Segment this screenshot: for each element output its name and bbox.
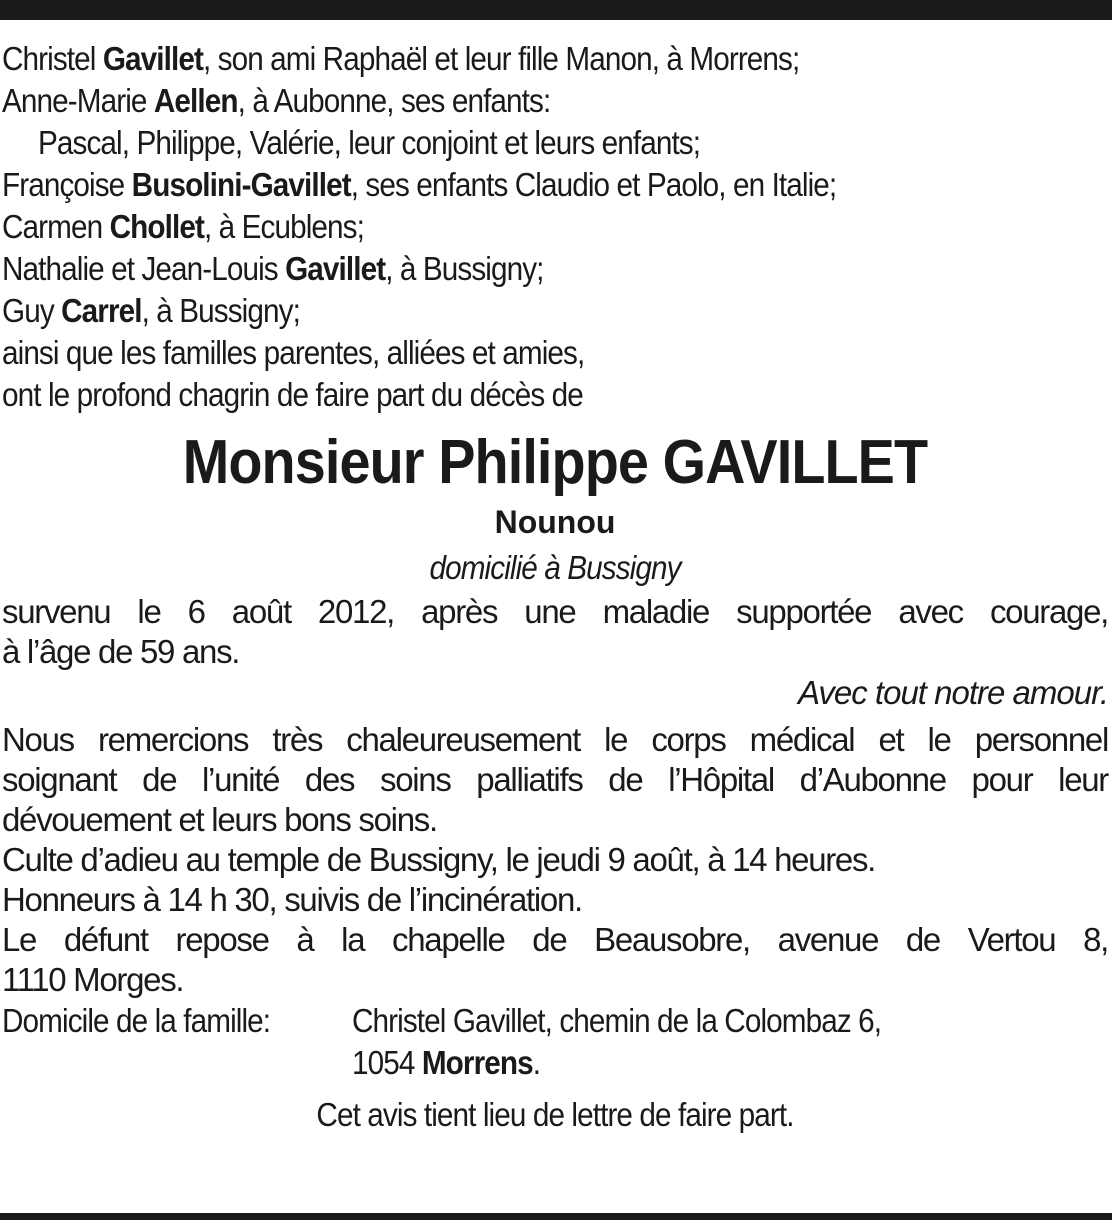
honours-line: Honneurs à 14 h 30, suivis de l’incinération. bbox=[2, 881, 582, 918]
thanks-line: soignant de l’unité des soins palliatifs de l’Hôpital d’Aubonne pour leur bbox=[2, 761, 1108, 798]
family-line: Guy Carrel, à Bussigny; bbox=[2, 292, 300, 329]
death-line: survenu le 6 août 2012, après une maladie supportée avec courage, bbox=[2, 593, 1108, 630]
family-address-street: Christel Gavillet, chemin de la Colombaz 6, bbox=[352, 1002, 882, 1039]
death-details bbox=[2, 592, 1108, 672]
family-address-postcode: 1054 bbox=[352, 1044, 422, 1081]
thanks-line: Nous remercions très chaleureusement le corps médical et le personnel bbox=[2, 721, 1108, 758]
family-line: Christel Gavillet, son ami Raphaël et leur fille Manon, à Morrens; bbox=[2, 40, 800, 77]
repose-line: Le défunt repose à la chapelle de Beausobre, avenue de Vertou 8, bbox=[2, 921, 1108, 958]
family-address-label: Domicile de la famille: bbox=[2, 1002, 271, 1039]
family-address bbox=[2, 1000, 1108, 1042]
closing-note: Cet avis tient lieu de lettre de faire part. bbox=[316, 1096, 794, 1133]
thanks-line: dévouement et leurs bons soins. bbox=[2, 801, 437, 838]
bottom-rule bbox=[0, 1213, 1112, 1220]
family-line-children: Pascal, Philippe, Valérie, leur conjoint et leurs enfants; bbox=[38, 124, 701, 161]
age-line: à l’âge de 59 ans. bbox=[2, 633, 240, 670]
announcement-line: ont le profond chagrin de faire part du décès de bbox=[2, 376, 583, 413]
deceased-name: Monsieur Philippe GAVILLET bbox=[182, 428, 928, 497]
deceased-residence: domicilié à Bussigny bbox=[429, 549, 681, 586]
family-line: Anne-Marie Aellen, à Aubonne, ses enfants: bbox=[2, 82, 551, 119]
ceremony-line: Culte d’adieu au temple de Bussigny, le jeudi 9 août, à 14 heures. bbox=[2, 841, 876, 878]
family-address-city: 1054 Morrens. bbox=[352, 1044, 541, 1081]
family-address-town: Morrens bbox=[421, 1044, 533, 1081]
deceased-nickname: Nounou bbox=[494, 504, 616, 540]
obituary-notice bbox=[2, 38, 1108, 1136]
signoff: Avec tout notre amour. bbox=[797, 674, 1108, 711]
family-line: ainsi que les familles parentes, alliées et amies, bbox=[2, 334, 585, 371]
family-line: Carmen Chollet, à Ecublens; bbox=[2, 208, 364, 245]
thanks-paragraph bbox=[2, 720, 1108, 1000]
repose-city-line: 1110 Morges. bbox=[2, 961, 184, 998]
family-line: Françoise Busolini-Gavillet, ses enfants Claudio et Paolo, en Italie; bbox=[2, 166, 837, 203]
top-rule bbox=[0, 0, 1112, 20]
family-line: Nathalie et Jean-Louis Gavillet, à Bussigny; bbox=[2, 250, 544, 287]
family-list bbox=[2, 38, 1108, 416]
